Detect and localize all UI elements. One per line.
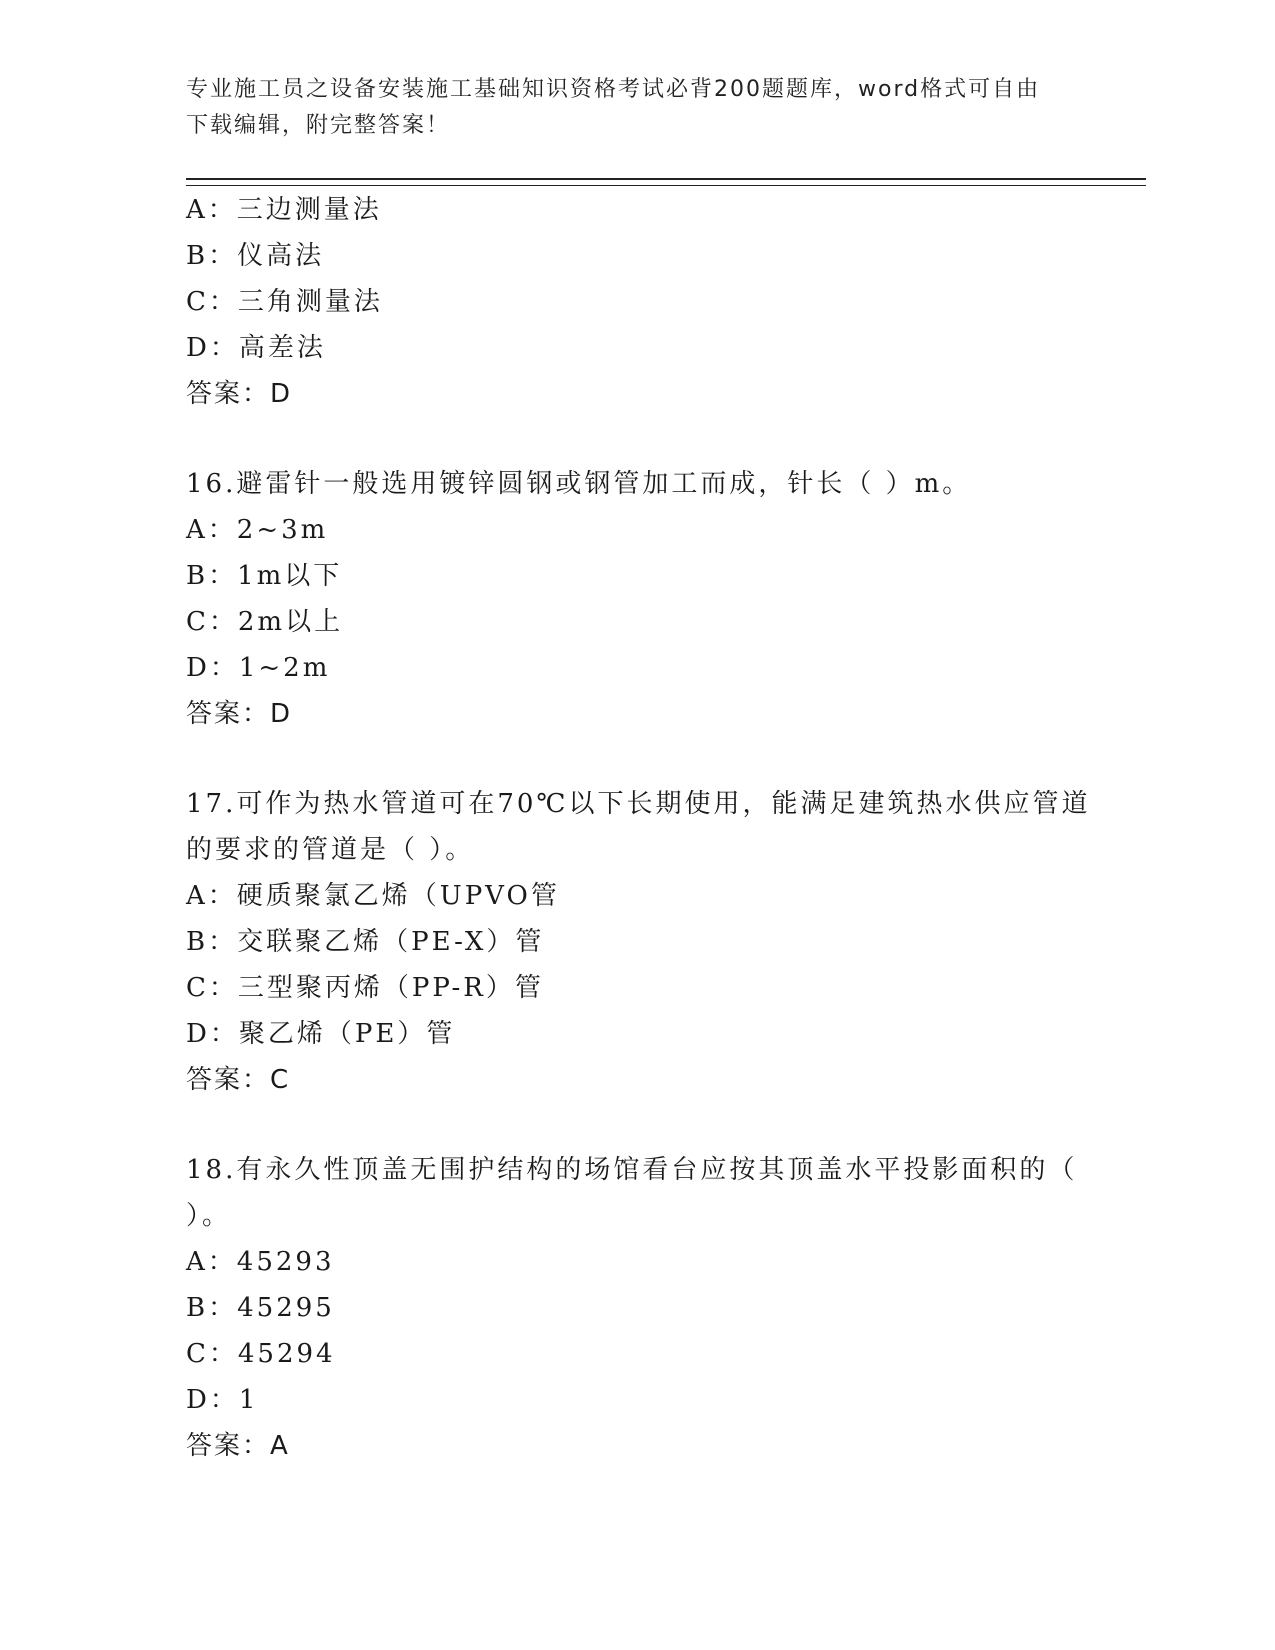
question-block-16: [186, 461, 1066, 737]
header-line-2: 下载编辑，附完整答案！: [186, 113, 451, 138]
answer-line: 答案：A: [186, 1431, 290, 1461]
answer-line: 答案：D: [186, 699, 293, 729]
option-d: D：聚乙烯（PE）管: [186, 1019, 456, 1049]
spacer: [186, 417, 1066, 461]
header-line-1: 专业施工员之设备安装施工基础知识资格考试必背200题题库，word格式可自由: [186, 77, 1041, 102]
question-block-15: [186, 187, 1066, 417]
spacer: [186, 737, 1066, 781]
header-divider: [186, 178, 1146, 186]
question-text-line-2: ）。: [186, 1201, 232, 1231]
question-text-line-1: 18.有永久性顶盖无围护结构的场馆看台应按其顶盖水平投影面积的（: [186, 1155, 1078, 1185]
document-body: [186, 187, 1091, 1469]
document-header: [186, 72, 1066, 144]
option-c: C：2m以上: [186, 607, 344, 637]
option-a: A：三边测量法: [186, 195, 382, 225]
spacer: [186, 1103, 1066, 1147]
option-d: D：1: [186, 1385, 259, 1415]
option-b: B：45295: [186, 1293, 335, 1323]
question-text: 16.避雷针一般选用镀锌圆钢或钢管加工而成，针长（ ）m。: [186, 469, 972, 499]
option-b: B：交联聚乙烯（PE-X）管: [186, 927, 545, 957]
option-c: C：三角测量法: [186, 287, 383, 317]
question-block-18: [186, 1147, 1078, 1469]
option-c: C：45294: [186, 1339, 336, 1369]
option-d: D：1~2m: [186, 653, 331, 683]
option-b: B：1m以下: [186, 561, 343, 591]
answer-line: 答案：D: [186, 379, 293, 409]
option-b: B：仪高法: [186, 241, 325, 271]
option-c: C：三型聚丙烯（PP-R）管: [186, 973, 544, 1003]
question-text-line-1: 17.可作为热水管道可在70℃以下长期使用，能满足建筑热水供应管道: [186, 789, 1091, 819]
answer-line: 答案：C: [186, 1065, 291, 1095]
option-a: A：2~3m: [186, 515, 329, 545]
question-block-17: [186, 781, 1091, 1103]
option-a: A：45293: [186, 1247, 335, 1277]
option-a: A：硬质聚氯乙烯（UPVO管: [186, 881, 560, 911]
question-text-line-2: 的要求的管道是（ ）。: [186, 835, 475, 865]
option-d: D：高差法: [186, 333, 326, 363]
